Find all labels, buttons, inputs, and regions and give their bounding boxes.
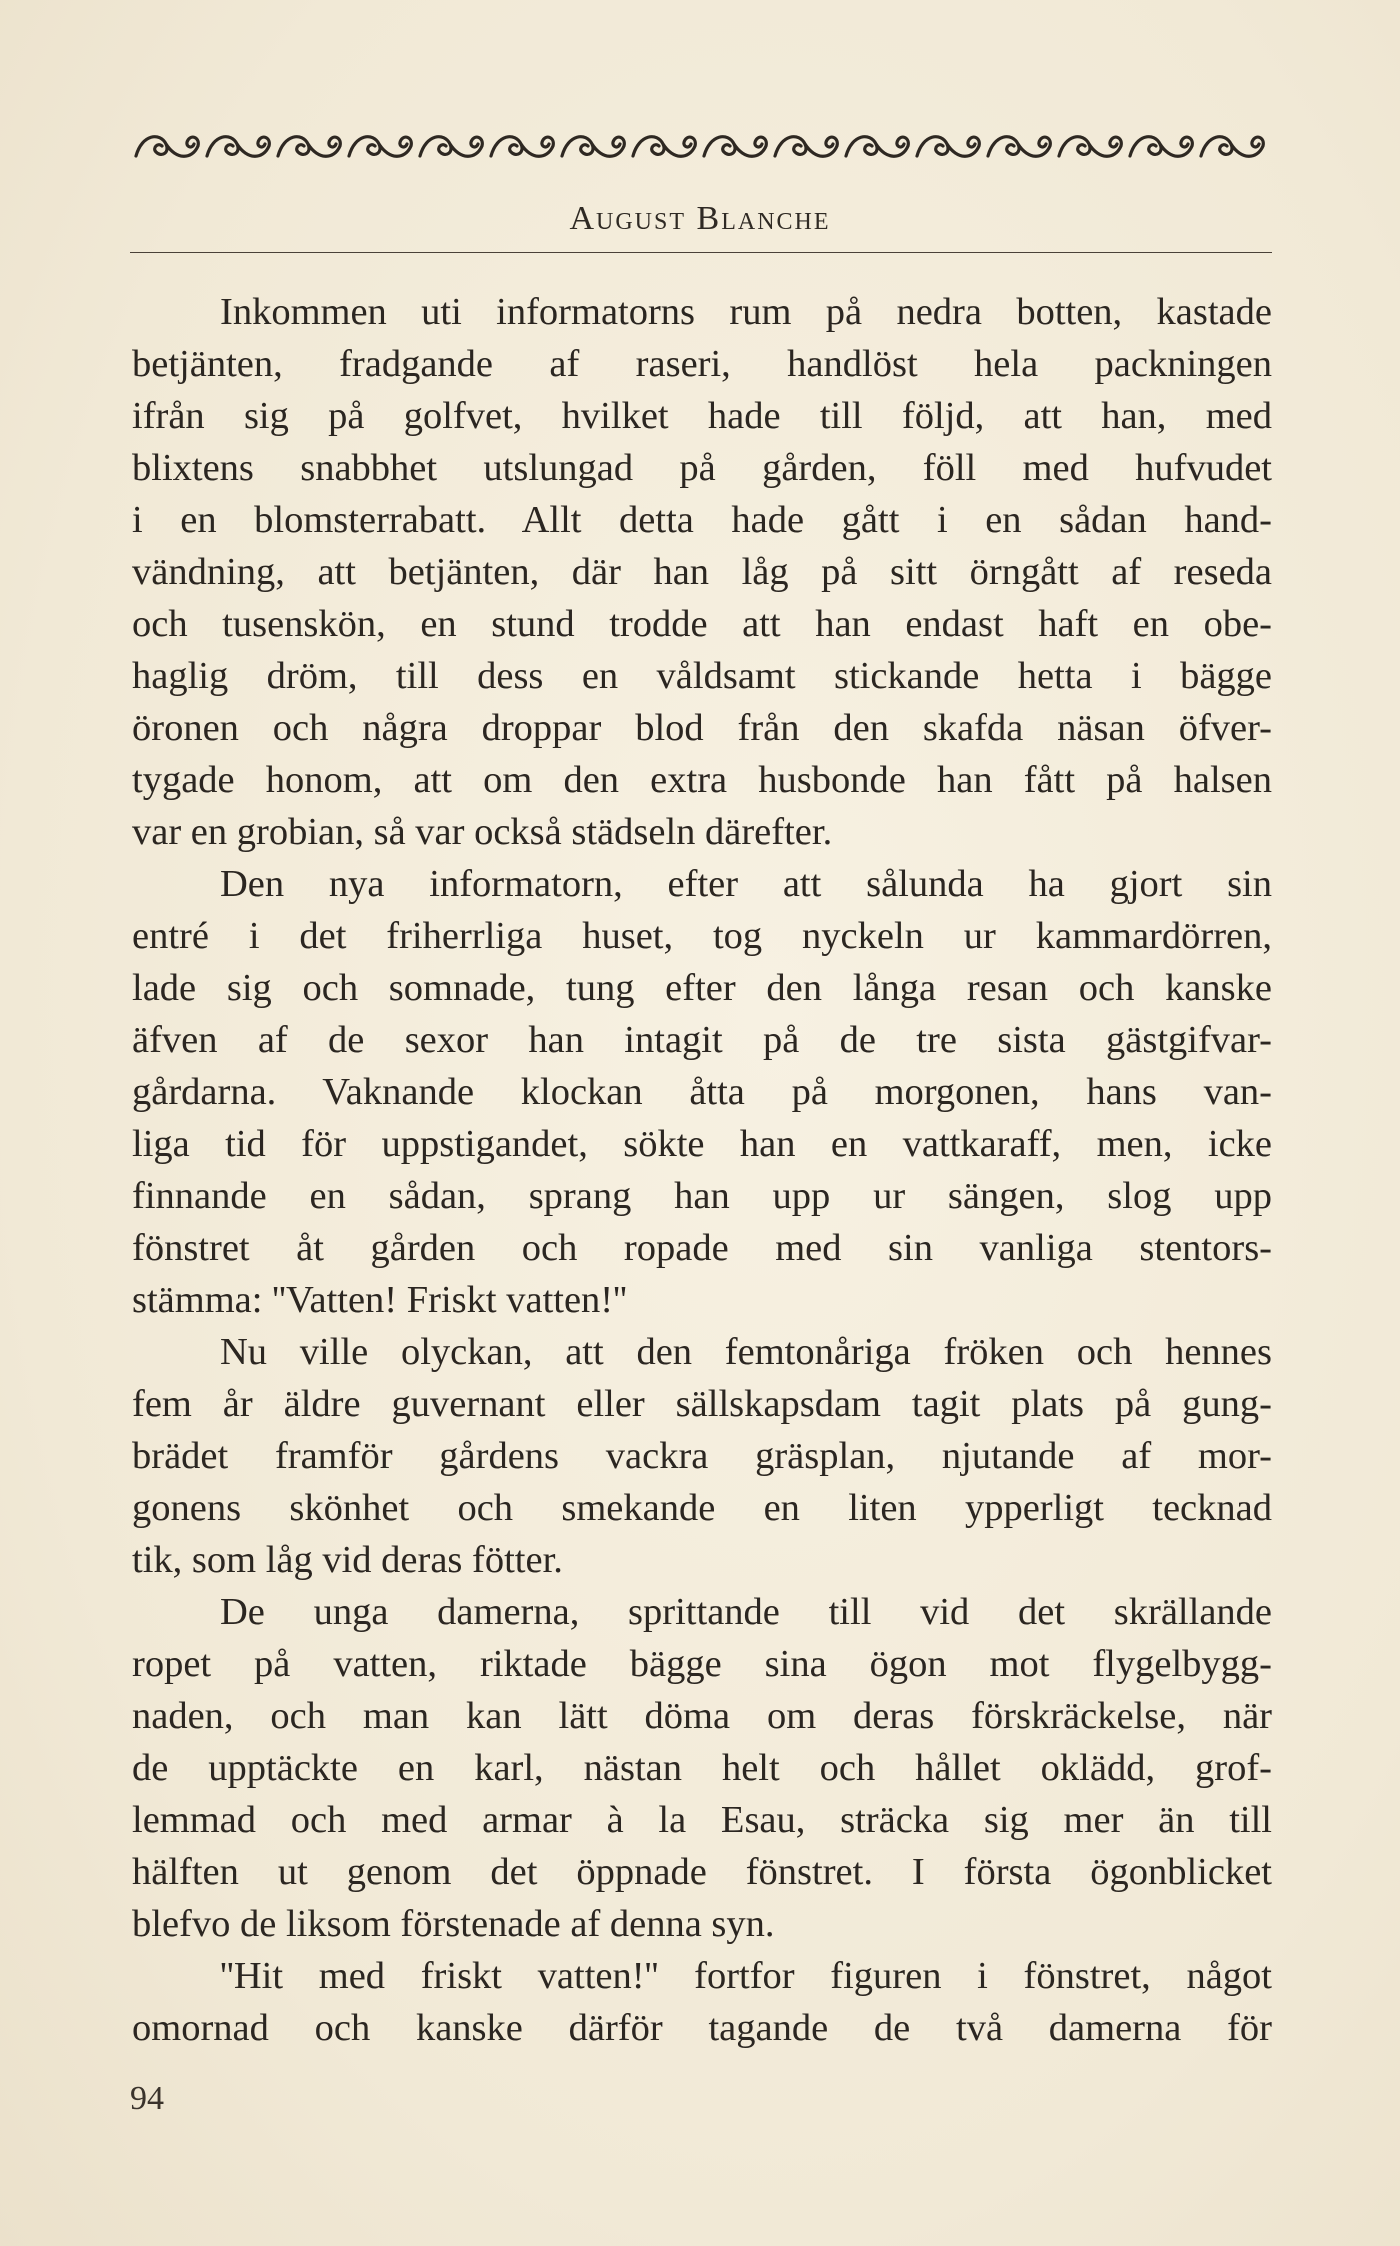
text-line: Nu ville olyckan, att den femtonåriga fröken och hennes xyxy=(220,1331,1272,1373)
text-line: liga tid för uppstigandet, sökte han en vattkaraff, men, icke xyxy=(132,1123,1272,1165)
scroll-motif xyxy=(562,137,624,157)
text-line: hälften ut genom det öppnade fönstret. I första ögonblicket xyxy=(132,1851,1272,1893)
text-line: gårdarna. Vaknande klockan åtta på morgonen, hans van- xyxy=(132,1071,1272,1113)
text-line: Inkommen uti informatorns rum på nedra botten, kastade xyxy=(220,291,1272,333)
running-head: August Blanche xyxy=(569,200,831,237)
scroll-motif xyxy=(349,137,411,157)
scroll-motif xyxy=(1201,137,1263,157)
text-line: i en blomsterrabatt. Allt detta hade gått i en sådan hand- xyxy=(132,499,1272,541)
header-rule xyxy=(130,252,1272,253)
text-line: stämma: ''Vatten! Friskt vatten!'' xyxy=(132,1279,627,1321)
text-line: betjänten, fradgande af raseri, handlöst hela packningen xyxy=(132,343,1272,385)
scroll-motif xyxy=(491,137,553,157)
scroll-motif xyxy=(1059,137,1121,157)
scroll-motif xyxy=(917,137,979,157)
text-line: omornad och kanske därför tagande de två damerna för xyxy=(132,2007,1272,2049)
scroll-motif xyxy=(136,137,198,157)
text-line: fem år äldre guvernant eller sällskapsdam tagit plats på gung- xyxy=(132,1383,1272,1425)
text-line: De unga damerna, sprittande till vid det skrällande xyxy=(220,1591,1272,1633)
text-line: lade sig och somnade, tung efter den långa resan och kanske xyxy=(132,967,1272,1009)
ornamental-border xyxy=(132,126,1268,170)
scroll-motif xyxy=(420,137,482,157)
text-line: brädet framför gårdens vackra gräsplan, njutande af mor- xyxy=(132,1435,1272,1477)
text-line: blefvo de liksom förstenade af denna syn. xyxy=(132,1903,775,1945)
scroll-motif xyxy=(633,137,695,157)
scroll-motif xyxy=(775,137,837,157)
text-line: lemmad och med armar à la Esau, sträcka sig mer än till xyxy=(132,1799,1272,1841)
text-line: entré i det friherrliga huset, tog nyckeln ur kammardörren, xyxy=(132,915,1272,957)
text-line: äfven af de sexor han intagit på de tre sista gästgifvar- xyxy=(132,1019,1272,1061)
text-line: ropet på vatten, riktade bägge sina ögon mot flygelbygg- xyxy=(132,1643,1272,1685)
text-line: tygade honom, att om den extra husbonde han fått på halsen xyxy=(132,759,1272,801)
text-line: öronen och några droppar blod från den skafda näsan öfver- xyxy=(132,707,1272,749)
text-line: fönstret åt gården och ropade med sin vanliga stentors- xyxy=(132,1227,1272,1269)
scroll-motif xyxy=(207,137,269,157)
body-text xyxy=(132,286,1272,2054)
page-number: 94 xyxy=(130,2080,164,2117)
scroll-motif xyxy=(1130,137,1192,157)
scroll-motif xyxy=(988,137,1050,157)
text-line: de upptäckte en karl, nästan helt och hållet oklädd, grof- xyxy=(132,1747,1272,1789)
text-line: ifrån sig på golfvet, hvilket hade till följd, att han, med xyxy=(132,395,1272,437)
text-line: blixtens snabbhet utslungad på gården, föll med hufvudet xyxy=(132,447,1272,489)
text-line: och tusenskön, en stund trodde att han endast haft en obe- xyxy=(132,603,1272,645)
scroll-motif xyxy=(846,137,908,157)
text-line: haglig dröm, till dess en våldsamt stickande hetta i bägge xyxy=(132,655,1272,697)
text-line: vändning, att betjänten, där han låg på sitt örngått af reseda xyxy=(132,551,1272,593)
scroll-motif xyxy=(704,137,766,157)
text-line: naden, och man kan lätt döma om deras förskräckelse, när xyxy=(132,1695,1272,1737)
text-line: ''Hit med friskt vatten!'' fortfor figuren i fönstret, något xyxy=(220,1955,1272,1997)
scroll-motif xyxy=(278,137,340,157)
text-line: Den nya informatorn, efter att sålunda ha gjort sin xyxy=(220,863,1272,905)
text-line: var en grobian, så var också städseln därefter. xyxy=(132,811,833,853)
text-line: gonens skönhet och smekande en liten ypperligt tecknad xyxy=(132,1487,1272,1529)
text-line: tik, som låg vid deras fötter. xyxy=(132,1539,563,1581)
text-line: finnande en sådan, sprang han upp ur sängen, slog upp xyxy=(132,1175,1272,1217)
